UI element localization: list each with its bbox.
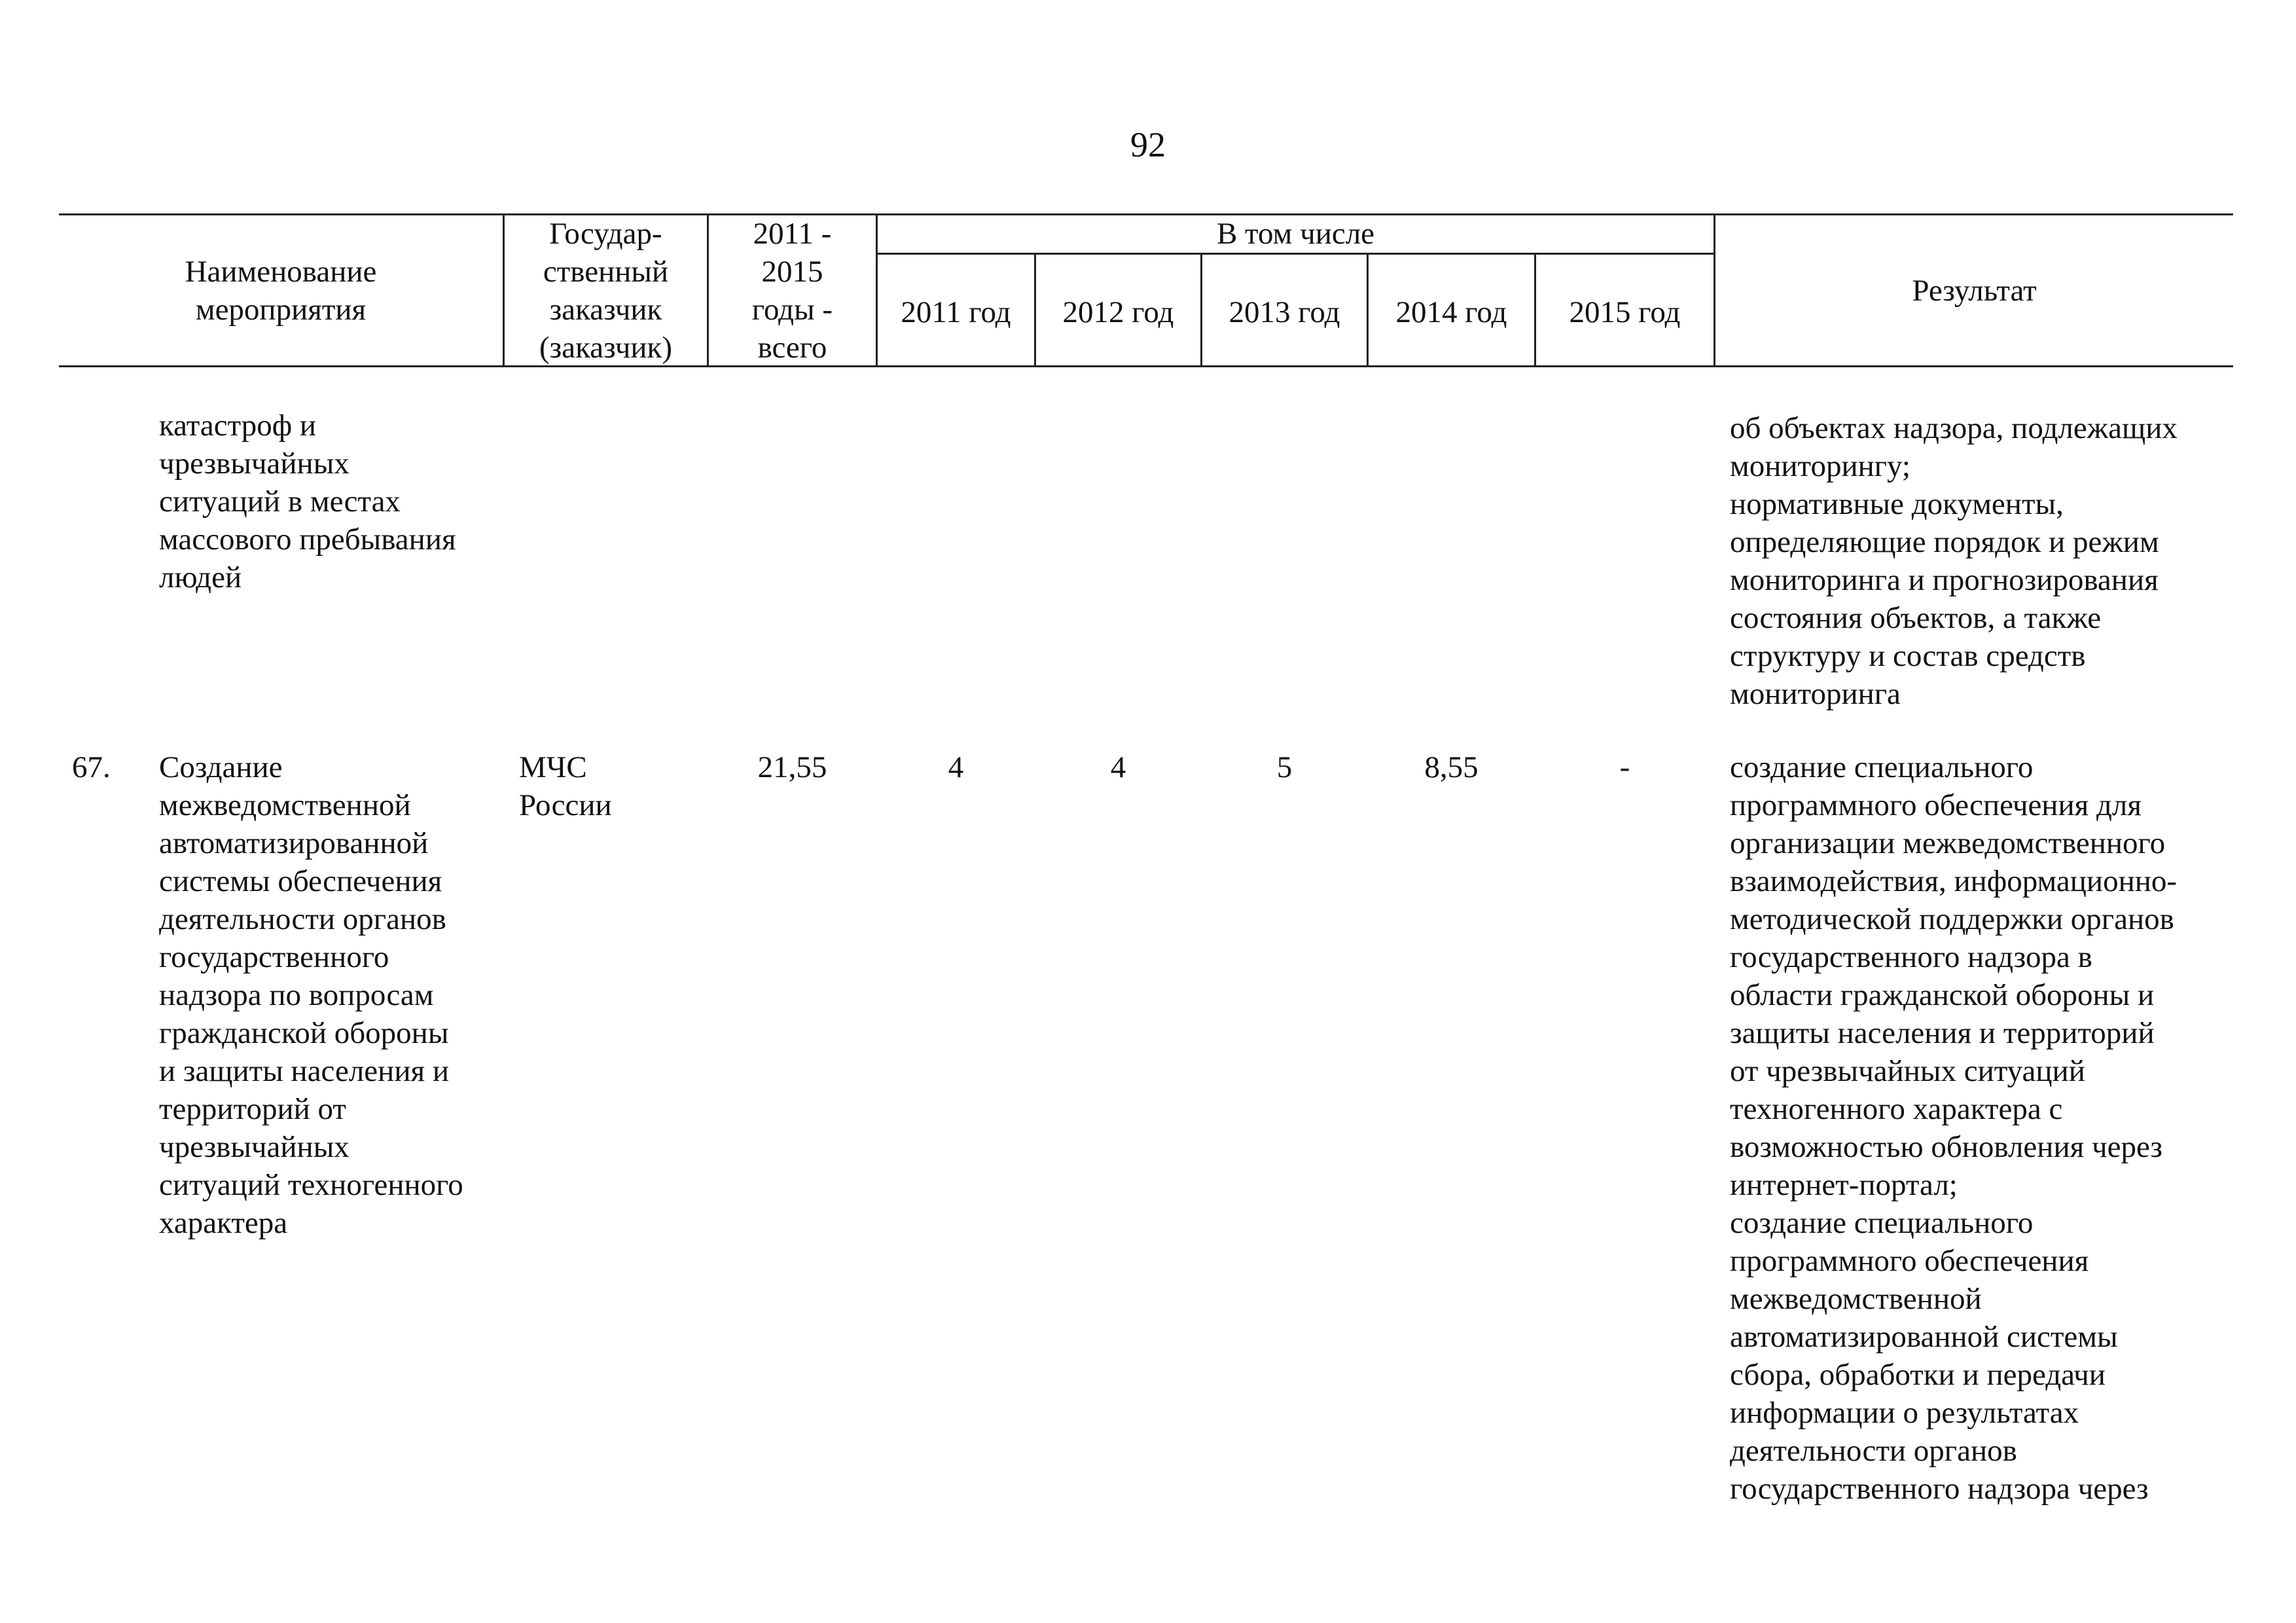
header-group: В том числе (1216, 217, 1375, 251)
row-name: катастроф и чрезвычайных ситуаций в местах массового пребывания людей (159, 409, 456, 594)
header-year-2011: 2011 год (901, 295, 1011, 329)
row-name: Создание межведомственной автоматизированной системы обеспечения деятельности органов государственного надзора по вопросам гражданской обороны и защиты населения и территорий от чрезвычайных ситуаций техногенного характера (159, 750, 463, 1240)
header-year-2015: 2015 год (1569, 295, 1681, 329)
header-year-2014: 2014 год (1395, 295, 1507, 329)
subheader-rule (877, 253, 1715, 255)
header-year-2012: 2012 год (1062, 295, 1174, 329)
row-year-2012: 4 (1110, 750, 1126, 784)
row-year-2014: 8,55 (1424, 750, 1479, 784)
header-result: Результат (1912, 274, 2037, 308)
row-result: об объектах надзора, подлежащих мониторингу; нормативные документы, определяющие порядок и режим мониторинга и прогнозирования состояния объектов, а также структуру и состав средств мониторинга (1730, 411, 2178, 711)
header-year-2013: 2013 год (1229, 295, 1340, 329)
header-bottom-rule (59, 365, 2233, 367)
header-customer: Государ- ственный заказчик (заказчик) (539, 217, 672, 365)
page-number: 92 (1130, 125, 1166, 164)
row-year-2015: - (1619, 750, 1630, 784)
row-customer: МЧС России (519, 750, 612, 822)
row-result: создание специального программного обеспечения для организации межведомственного взаимодействия, информационно- методической поддержки органов государственного надзора в области гражданской обороны и защиты населения и территорий от чрезвычайных ситуаций техногенного характера с возможностью обновления через интернет-портал; создание специального программного обеспечения межведомственной автоматизированной системы сбора, обработки и передачи информации о результатах деятельности органов государственного надзора через (1730, 750, 2178, 1506)
row-number: 67. (72, 750, 111, 784)
row-year-2011: 4 (948, 750, 964, 784)
header-name: Наименование мероприятия (185, 255, 377, 327)
header-total: 2011 - 2015 годы - всего (751, 217, 833, 365)
row-total: 21,55 (757, 750, 827, 784)
row-year-2013: 5 (1276, 750, 1293, 784)
